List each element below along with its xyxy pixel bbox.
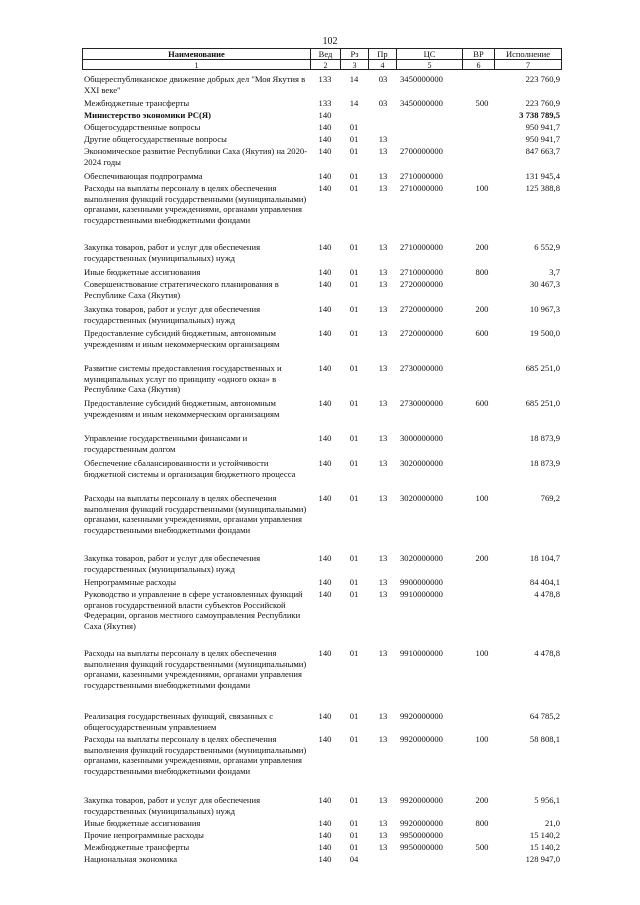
cell-vr: 200 [475,242,489,252]
cell-rz: 01 [349,493,359,503]
cell-ved: 140 [318,363,332,373]
cell-rz: 01 [349,433,359,443]
cell-pr: 03 [378,74,388,84]
cell-pr: 13 [378,458,388,468]
cell-cs: 3450000000 [400,74,443,84]
cell-name: Руководство и управление в сфере установленных функций органов государственной власти субъектов Российской Федерации, органов местного самоуправления Республики Саха (Якутия) [84,589,303,631]
cell-ved: 140 [318,122,332,132]
cell-cs: 2720000000 [400,279,443,289]
cell-ved: 140 [318,110,332,120]
cell-name: Предоставление субсидий бюджетным, автономным учреждениям и иным некоммерческим организациям [84,398,280,419]
cell-ved: 140 [318,398,332,408]
cell-name: Закупка товаров, работ и услуг для обеспечения государственных (муниципальных) нужд [84,242,261,263]
cell-name: Совершенствование стратегического планирования в Республике Саха (Якутия) [84,279,279,300]
header-number: 3 [340,59,368,70]
cell-sum: 3,7 [549,267,560,277]
cell-name: Экономическое развитие Республики Саха (Якутия) на 2020-2024 годы [84,146,308,167]
cell-ved: 140 [318,818,332,828]
cell-vr: 800 [475,267,489,277]
cell-vr: 200 [475,304,489,314]
cell-rz: 01 [349,842,359,852]
cell-vr: 100 [475,734,489,744]
cell-ved: 140 [318,328,332,338]
cell-rz: 01 [349,146,359,156]
cell-sum: 950 941,7 [525,134,560,144]
cell-cs: 9920000000 [400,711,443,721]
cell-pr: 13 [378,279,388,289]
cell-sum: 19 500,0 [529,328,560,338]
cell-cs: 9950000000 [400,830,443,840]
cell-name: Непрограммные расходы [84,577,177,587]
cell-sum: 10 967,3 [529,304,560,314]
cell-pr: 13 [378,328,388,338]
cell-name: Национальная экономика [84,854,178,864]
cell-vr: 500 [475,98,489,108]
cell-pr: 13 [378,795,388,805]
cell-rz: 01 [349,648,359,658]
cell-sum: 3 738 789,5 [519,110,560,120]
cell-ved: 133 [318,98,332,108]
cell-ved: 140 [318,553,332,563]
cell-sum: 18 873,9 [529,458,560,468]
cell-sum: 30 467,3 [529,279,560,289]
cell-cs: 9920000000 [400,734,443,744]
cell-cs: 2730000000 [400,398,443,408]
cell-name: Министерство экономики РС(Я) [84,110,211,120]
cell-name: Межбюджетные трансферты [84,842,190,852]
cell-pr: 13 [378,818,388,828]
cell-vr: 100 [475,648,489,658]
cell-sum: 15 140,2 [529,830,560,840]
cell-rz: 04 [349,854,359,864]
cell-cs: 9950000000 [400,842,443,852]
cell-cs: 2700000000 [400,146,443,156]
cell-ved: 133 [318,74,332,84]
cell-pr: 13 [378,363,388,373]
cell-pr: 13 [378,493,388,503]
cell-vr: 500 [475,842,489,852]
cell-ved: 140 [318,279,332,289]
cell-ved: 140 [318,458,332,468]
cell-sum: 685 251,0 [525,398,560,408]
cell-sum: 84 404,1 [529,577,560,587]
cell-ved: 140 [318,134,332,144]
cell-sum: 15 140,2 [529,842,560,852]
cell-sum: 128 947,0 [525,854,560,864]
header-rz: Рз [340,48,368,59]
cell-ved: 140 [318,242,332,252]
cell-rz: 01 [349,279,359,289]
cell-rz: 14 [349,74,359,84]
cell-pr: 13 [378,589,388,599]
cell-ved: 140 [318,171,332,181]
cell-ved: 140 [318,577,332,587]
cell-name: Закупка товаров, работ и услуг для обеспечения государственных (муниципальных) нужд [84,553,261,574]
cell-rz: 01 [349,818,359,828]
cell-ved: 140 [318,711,332,721]
cell-pr: 13 [378,398,388,408]
cell-pr: 13 [378,553,388,563]
cell-name: Межбюджетные трансферты [84,98,190,108]
header-cs: ЦС [396,48,462,59]
cell-name: Иные бюджетные ассигнования [84,267,201,277]
header-number: 7 [494,59,562,70]
cell-rz: 01 [349,171,359,181]
page-number: 102 [322,36,338,47]
cell-cs: 3020000000 [400,493,443,503]
cell-ved: 140 [318,589,332,599]
cell-sum: 5 956,1 [534,795,560,805]
cell-vr: 200 [475,553,489,563]
cell-rz: 01 [349,830,359,840]
cell-ved: 140 [318,267,332,277]
cell-pr: 13 [378,146,388,156]
header-number: 4 [368,59,396,70]
cell-cs: 9910000000 [400,589,443,599]
cell-cs: 2720000000 [400,328,443,338]
cell-name: Управление государственными финансами и государственным долгом [84,433,248,454]
cell-rz: 01 [349,577,359,587]
cell-pr: 13 [378,734,388,744]
cell-ved: 140 [318,304,332,314]
cell-pr: 13 [378,267,388,277]
cell-pr: 03 [378,98,388,108]
header-sum: Исполнение [494,48,562,59]
cell-sum: 64 785,2 [529,711,560,721]
cell-vr: 800 [475,818,489,828]
cell-name: Предоставление субсидий бюджетным, автономным учреждениям и иным некоммерческим организациям [84,328,280,349]
cell-sum: 125 388,8 [525,183,560,193]
cell-sum: 685 251,0 [525,363,560,373]
cell-rz: 01 [349,398,359,408]
cell-ved: 140 [318,183,332,193]
cell-rz: 01 [349,363,359,373]
header-ved: Вед [310,48,340,59]
cell-ved: 140 [318,433,332,443]
cell-cs: 9920000000 [400,818,443,828]
cell-name: Закупка товаров, работ и услуг для обеспечения государственных (муниципальных) нужд [84,304,261,325]
cell-cs: 2730000000 [400,363,443,373]
cell-cs: 9900000000 [400,577,443,587]
cell-pr: 13 [378,134,388,144]
cell-cs: 3000000000 [400,433,443,443]
table-header [82,48,562,70]
cell-pr: 13 [378,830,388,840]
cell-sum: 58 808,1 [529,734,560,744]
cell-cs: 2710000000 [400,242,443,252]
cell-pr: 13 [378,433,388,443]
cell-name: Обеспечивающая подпрограмма [84,171,203,181]
header-number: 2 [310,59,340,70]
cell-pr: 13 [378,183,388,193]
cell-ved: 140 [318,795,332,805]
cell-ved: 140 [318,493,332,503]
cell-name: Иные бюджетные ассигнования [84,818,201,828]
header-vr: ВР [462,48,494,59]
cell-ved: 140 [318,854,332,864]
cell-sum: 18 873,9 [529,433,560,443]
cell-rz: 01 [349,711,359,721]
cell-name: Прочие непрограммные расходы [84,830,204,840]
cell-cs: 3020000000 [400,553,443,563]
cell-pr: 13 [378,842,388,852]
cell-sum: 847 663,7 [525,146,560,156]
cell-cs: 9910000000 [400,648,443,658]
cell-name: Закупка товаров, работ и услуг для обеспечения государственных (муниципальных) нужд [84,795,261,816]
cell-pr: 13 [378,242,388,252]
cell-name: Развитие системы предоставления государственных и муниципальных услуг по принципу «одного окна» в Республике Саха (Якутия) [84,363,282,394]
cell-vr: 600 [475,328,489,338]
cell-rz: 01 [349,458,359,468]
cell-ved: 140 [318,648,332,658]
cell-ved: 140 [318,146,332,156]
cell-ved: 140 [318,830,332,840]
cell-cs: 2710000000 [400,183,443,193]
cell-pr: 13 [378,711,388,721]
cell-name: Обеспечение сбалансированности и устойчивости бюджетной системы и организация бюджетного процесса [84,458,296,479]
cell-rz: 14 [349,98,359,108]
cell-rz: 01 [349,553,359,563]
cell-rz: 01 [349,328,359,338]
cell-cs: 9920000000 [400,795,443,805]
cell-sum: 223 760,9 [525,98,560,108]
cell-cs: 3020000000 [400,458,443,468]
cell-vr: 600 [475,398,489,408]
cell-pr: 13 [378,648,388,658]
cell-sum: 131 945,4 [525,171,560,181]
header-pr: Пр [368,48,396,59]
cell-pr: 13 [378,171,388,181]
cell-pr: 13 [378,304,388,314]
header-number: 6 [462,59,494,70]
cell-rz: 01 [349,734,359,744]
cell-sum: 223 760,9 [525,74,560,84]
cell-rz: 01 [349,795,359,805]
cell-name: Расходы на выплаты персоналу в целях обеспечения выполнения функций государственными (муниципальными) органами, казенными учреждениями, органами управления государственными внебюджетными фондами [84,493,307,535]
cell-sum: 769,2 [540,493,560,503]
cell-sum: 4 478,8 [534,648,560,658]
cell-vr: 100 [475,493,489,503]
header-number: 5 [396,59,462,70]
cell-rz: 01 [349,183,359,193]
cell-cs: 2710000000 [400,171,443,181]
cell-rz: 01 [349,122,359,132]
cell-cs: 2710000000 [400,267,443,277]
cell-name: Общереспубликанское движение добрых дел "Моя Якутия в XXI веке" [84,74,306,95]
cell-name: Расходы на выплаты персоналу в целях обеспечения выполнения функций государственными (муниципальными) органами, казенными учреждениями, органами управления государственными внебюджетными фондами [84,734,307,776]
cell-ved: 140 [318,734,332,744]
cell-sum: 950 941,7 [525,122,560,132]
header-row [82,48,562,59]
cell-cs: 3450000000 [400,98,443,108]
cell-cs: 2720000000 [400,304,443,314]
cell-pr: 13 [378,577,388,587]
cell-sum: 18 104,7 [529,553,560,563]
header-name: Наименование [82,48,310,59]
cell-name: Расходы на выплаты персоналу в целях обеспечения выполнения функций государственными (муниципальными) органами, казенными учреждениями, органами управления государственными внебюджетными фондами [84,183,307,225]
header-number: 1 [82,59,310,70]
cell-rz: 01 [349,589,359,599]
header-number-row [82,59,562,70]
cell-sum: 4 478,8 [534,589,560,599]
cell-name: Расходы на выплаты персоналу в целях обеспечения выполнения функций государственными (муниципальными) органами, казенными учреждениями, органами управления государственными внебюджетными фондами [84,648,307,690]
cell-name: Общегосударственные вопросы [84,122,201,132]
cell-ved: 140 [318,842,332,852]
cell-rz: 01 [349,242,359,252]
cell-rz: 01 [349,267,359,277]
cell-sum: 21,0 [544,818,560,828]
cell-name: Другие общегосударственные вопросы [84,134,227,144]
cell-rz: 01 [349,134,359,144]
cell-sum: 6 552,9 [534,242,560,252]
cell-name: Реализация государственных функций, связанных с общегосударственным управлением [84,711,274,732]
cell-vr: 100 [475,183,489,193]
cell-vr: 200 [475,795,489,805]
cell-rz: 01 [349,304,359,314]
